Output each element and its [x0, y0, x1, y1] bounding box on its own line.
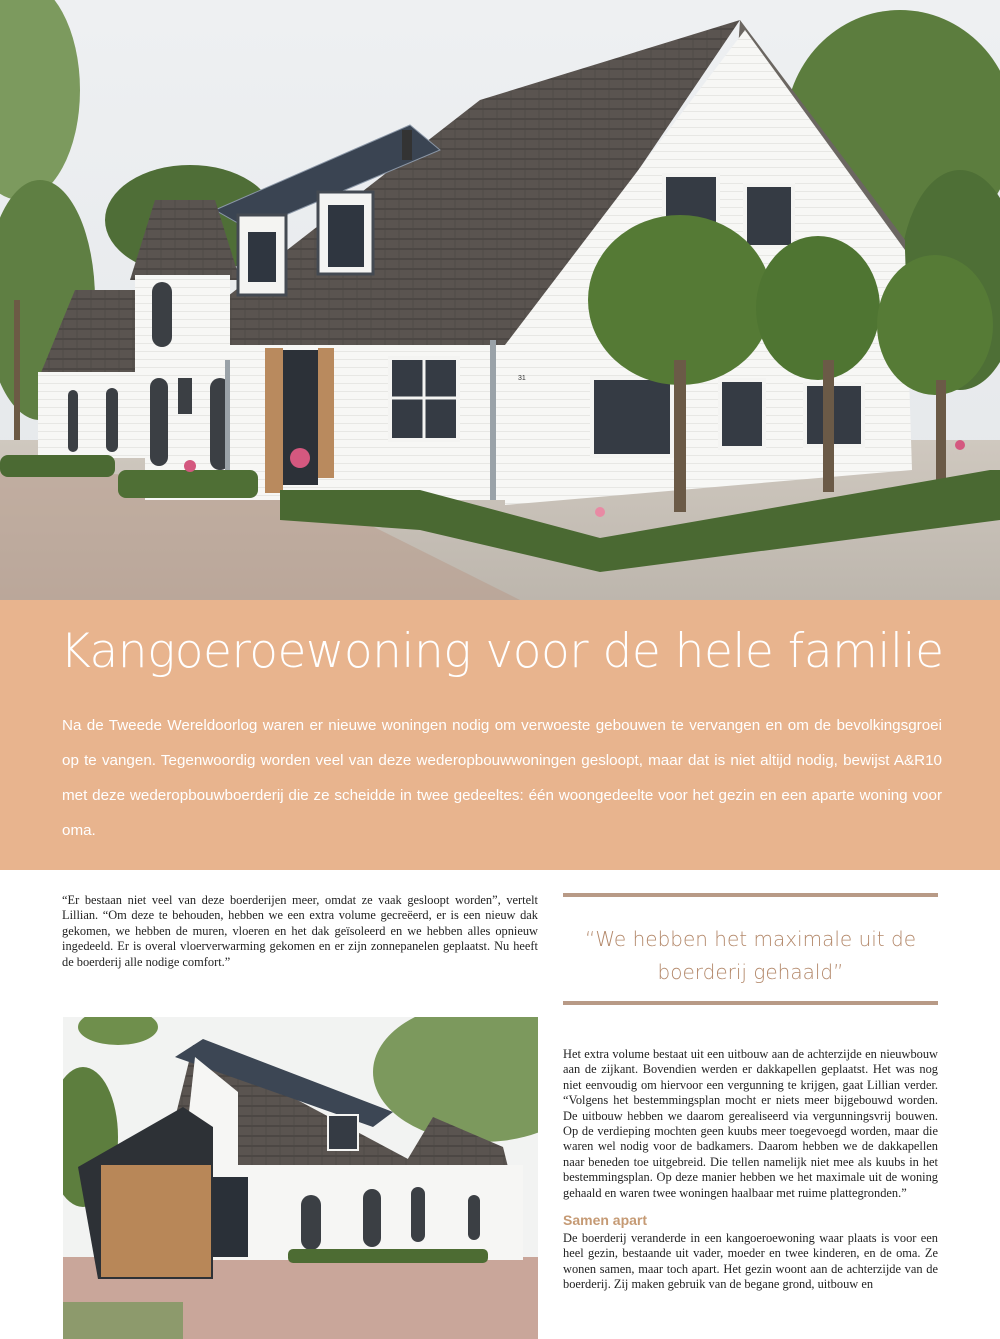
- rear-view-illustration: [63, 1017, 538, 1339]
- intro-band: [0, 600, 1000, 870]
- pull-quote-text: “We hebben het maximale uit de boerderij gehaald”: [584, 927, 917, 984]
- right-paragraph: Het extra volume bestaat uit een uitbouw aan de achterzijde en nieuwbouw aan de zijkant. Bovendien werden er dakkapellen geplaatst. Het was nog niet eenvoudig om hiervoor een vergunning te krijgen, gaat Lillian verder. “Volgens het bestemmingsplan mocht er niets meer bijgebouwd worden. De uitbouw hebben we daarom gerealiseerd via vergunningsvrij bouwen. Op de verdieping mochten geen kuubs meer toegevoegd worden, maar die waren wel nodig voor de badkamers. Daarom hebben we de dakkapellen naar beneden toe uitgebreid. Die tellen namelijk niet mee als kuubs in het bestemmingsplan. Op deze manier hebben we het maximale uit de woning gehaald en waren twee woningen haalbaar met ruime plattegronden.”: [563, 1047, 938, 1200]
- article-title: Kangoeroewoning voor de hele familie: [60, 624, 944, 679]
- wood-cladding-left: [265, 348, 283, 493]
- dormer-right: [318, 192, 373, 274]
- left-paragraph: “Er bestaan niet veel van deze boerderijen meer, omdat ze vaak gesloopt worden”, vertelt Lillian. “Om deze te behouden, hebben we een extra volume gecreëerd, er is een nieuw dak gekomen, we hebben de muren, vloeren en het dak geïsoleerd en we hebben alles opnieuw ingedeeld. Er is overal vloerverwarming gekomen en er zijn zonnepanelen geplaatst. Nu heeft de boerderij alle nodige comfort.”: [62, 893, 538, 969]
- wood-cladding-right: [318, 348, 334, 478]
- final-paragraph: De boerderij veranderde in een kangoeroewoning waar plaats is voor een heel gezin, bestaande uit vader, moeder en twee kinderen, en de oma. Ze wonen samen, maar toch apart. Het gezin woont aan de achterzijde van de boerderij. Zij maken gebruik van de begane grond, uitbouw en: [563, 1231, 938, 1292]
- hero-photo: [0, 0, 1000, 600]
- house-number: 31: [518, 375, 526, 382]
- dormer-left: [238, 215, 286, 295]
- rear-view-photo: [63, 1017, 538, 1339]
- pull-quote: [563, 893, 938, 1005]
- right-column: [563, 1047, 938, 1293]
- farmhouse-illustration: [0, 0, 1000, 600]
- lead-paragraph: Na de Tweede Wereldoorlog waren er nieuwe woningen nodig om verwoeste gebouwen te vervangen en om de bevolkingsgroei op te vangen. Tegenwoordig worden veel van deze wederopbouwwoningen gesloopt, maar dat is niet altijd nodig, bewijst A&R10 met deze wederopbouwboerderij die ze scheidde in twee gedeeltes: één woongedeelte voor het gezin en een aparte woning voor oma.: [62, 717, 942, 839]
- section-subheading: Samen apart: [563, 1212, 648, 1229]
